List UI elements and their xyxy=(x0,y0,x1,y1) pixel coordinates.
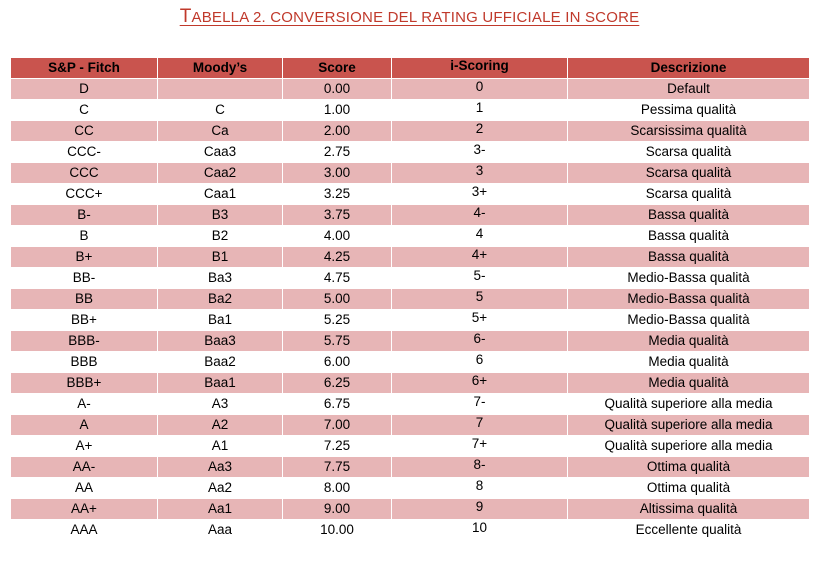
descrizione-cell: Media qualità xyxy=(568,373,810,394)
descrizione-cell: Medio-Bassa qualità xyxy=(568,268,810,289)
sp-fitch-cell: BBB xyxy=(11,352,158,373)
i-scoring-cell: 8 xyxy=(392,478,568,499)
descrizione-cell: Bassa qualità xyxy=(568,247,810,268)
sp-fitch-cell: CCC+ xyxy=(11,184,158,205)
i-scoring-cell: 4+ xyxy=(392,247,568,268)
sp-fitch-cell: A- xyxy=(11,394,158,415)
descrizione-cell: Default xyxy=(568,79,810,100)
table-row xyxy=(11,310,810,331)
descrizione-cell: Scarsa qualità xyxy=(568,142,810,163)
descrizione-cell: Scarsa qualità xyxy=(568,184,810,205)
sp-fitch-cell: B+ xyxy=(11,247,158,268)
i-scoring-cell: 7+ xyxy=(392,436,568,457)
i-scoring-cell: 7 xyxy=(392,415,568,436)
moodys-cell: Baa3 xyxy=(158,331,283,352)
descrizione-cell: Ottima qualità xyxy=(568,457,810,478)
moodys-cell: C xyxy=(158,100,283,121)
score-cell: 5.25 xyxy=(283,310,392,331)
table-row xyxy=(11,352,810,373)
sp-fitch-cell: A+ xyxy=(11,436,158,457)
moodys-cell: B1 xyxy=(158,247,283,268)
header-sp-fitch: S&P - Fitch xyxy=(11,58,158,79)
table-row xyxy=(11,415,810,436)
table-row xyxy=(11,331,810,352)
i-scoring-cell: 9 xyxy=(392,499,568,520)
i-scoring-cell: 2 xyxy=(392,121,568,142)
sp-fitch-cell: D xyxy=(11,79,158,100)
descrizione-cell: Media qualità xyxy=(568,331,810,352)
descrizione-cell: Ottima qualità xyxy=(568,478,810,499)
table-row xyxy=(11,268,810,289)
descrizione-cell: Bassa qualità xyxy=(568,205,810,226)
table-body xyxy=(11,79,810,541)
sp-fitch-cell: BBB- xyxy=(11,331,158,352)
moodys-cell: A3 xyxy=(158,394,283,415)
score-cell: 4.75 xyxy=(283,268,392,289)
moodys-cell: Caa3 xyxy=(158,142,283,163)
table-row xyxy=(11,121,810,142)
score-cell: 8.00 xyxy=(283,478,392,499)
table-row xyxy=(11,142,810,163)
descrizione-cell: Media qualità xyxy=(568,352,810,373)
score-cell: 5.00 xyxy=(283,289,392,310)
table-row xyxy=(11,79,810,100)
i-scoring-cell: 1 xyxy=(392,100,568,121)
descrizione-cell: Eccellente qualità xyxy=(568,520,810,541)
score-cell: 3.25 xyxy=(283,184,392,205)
moodys-cell xyxy=(158,79,283,100)
i-scoring-cell: 6 xyxy=(392,352,568,373)
sp-fitch-cell: AA- xyxy=(11,457,158,478)
table-row xyxy=(11,478,810,499)
descrizione-cell: Pessima qualità xyxy=(568,100,810,121)
score-cell: 7.25 xyxy=(283,436,392,457)
moodys-cell: Ca xyxy=(158,121,283,142)
score-cell: 5.75 xyxy=(283,331,392,352)
i-scoring-cell: 7- xyxy=(392,394,568,415)
score-cell: 1.00 xyxy=(283,100,392,121)
descrizione-cell: Altissima qualità xyxy=(568,499,810,520)
sp-fitch-cell: CCC xyxy=(11,163,158,184)
i-scoring-cell: 8- xyxy=(392,457,568,478)
moodys-cell: Aa2 xyxy=(158,478,283,499)
score-cell: 7.00 xyxy=(283,415,392,436)
i-scoring-cell: 5- xyxy=(392,268,568,289)
table-row xyxy=(11,289,810,310)
moodys-cell: A1 xyxy=(158,436,283,457)
sp-fitch-cell: BB xyxy=(11,289,158,310)
sp-fitch-cell: B xyxy=(11,226,158,247)
score-cell: 10.00 xyxy=(283,520,392,541)
score-cell: 3.75 xyxy=(283,205,392,226)
descrizione-cell: Qualità superiore alla media xyxy=(568,436,810,457)
table-row xyxy=(11,520,810,541)
sp-fitch-cell: BB- xyxy=(11,268,158,289)
moodys-cell: B3 xyxy=(158,205,283,226)
table-row xyxy=(11,457,810,478)
moodys-cell: Ba1 xyxy=(158,310,283,331)
table-title-rest: ABELLA 2. CONVERSIONE DEL RATING UFFICIALE IN SCORE xyxy=(191,9,640,26)
i-scoring-cell: 6+ xyxy=(392,373,568,394)
score-cell: 2.00 xyxy=(283,121,392,142)
moodys-cell: Baa1 xyxy=(158,373,283,394)
table-row xyxy=(11,394,810,415)
score-cell: 3.00 xyxy=(283,163,392,184)
table-row xyxy=(11,247,810,268)
moodys-cell: Aa3 xyxy=(158,457,283,478)
sp-fitch-cell: CC xyxy=(11,121,158,142)
moodys-cell: Caa2 xyxy=(158,163,283,184)
score-cell: 4.25 xyxy=(283,247,392,268)
table-row xyxy=(11,436,810,457)
rating-conversion-table xyxy=(10,57,810,541)
sp-fitch-cell: AA+ xyxy=(11,499,158,520)
descrizione-cell: Medio-Bassa qualità xyxy=(568,289,810,310)
i-scoring-cell: 0 xyxy=(392,79,568,100)
score-cell: 2.75 xyxy=(283,142,392,163)
moodys-cell: Caa1 xyxy=(158,184,283,205)
table-row xyxy=(11,226,810,247)
i-scoring-cell: 4 xyxy=(392,226,568,247)
moodys-cell: Ba3 xyxy=(158,268,283,289)
moodys-cell: Aa1 xyxy=(158,499,283,520)
descrizione-cell: Medio-Bassa qualità xyxy=(568,310,810,331)
table-row xyxy=(11,205,810,226)
table-title-first-letter: T xyxy=(179,6,192,27)
score-cell: 6.75 xyxy=(283,394,392,415)
table-title xyxy=(0,6,819,28)
table-row xyxy=(11,499,810,520)
descrizione-cell: Qualità superiore alla media xyxy=(568,415,810,436)
i-scoring-cell: 5 xyxy=(392,289,568,310)
i-scoring-cell: 4- xyxy=(392,205,568,226)
table-row xyxy=(11,184,810,205)
i-scoring-cell: 3 xyxy=(392,163,568,184)
score-cell: 9.00 xyxy=(283,499,392,520)
sp-fitch-cell: CCC- xyxy=(11,142,158,163)
table-row xyxy=(11,373,810,394)
moodys-cell: Baa2 xyxy=(158,352,283,373)
table-row xyxy=(11,163,810,184)
descrizione-cell: Qualità superiore alla media xyxy=(568,394,810,415)
moodys-cell: Aaa xyxy=(158,520,283,541)
moodys-cell: B2 xyxy=(158,226,283,247)
i-scoring-cell: 6- xyxy=(392,331,568,352)
i-scoring-cell: 10 xyxy=(392,520,568,541)
moodys-cell: A2 xyxy=(158,415,283,436)
sp-fitch-cell: BB+ xyxy=(11,310,158,331)
table-row xyxy=(11,100,810,121)
score-cell: 7.75 xyxy=(283,457,392,478)
sp-fitch-cell: B- xyxy=(11,205,158,226)
score-cell: 6.00 xyxy=(283,352,392,373)
i-scoring-cell: 3+ xyxy=(392,184,568,205)
sp-fitch-cell: BBB+ xyxy=(11,373,158,394)
descrizione-cell: Bassa qualità xyxy=(568,226,810,247)
moodys-cell: Ba2 xyxy=(158,289,283,310)
descrizione-cell: Scarsa qualità xyxy=(568,163,810,184)
score-cell: 0.00 xyxy=(283,79,392,100)
score-cell: 4.00 xyxy=(283,226,392,247)
header-i-scoring: i-Scoring xyxy=(392,58,568,79)
header-descrizione: Descrizione xyxy=(568,58,810,79)
header-moodys: Moody’s xyxy=(158,58,283,79)
score-cell: 6.25 xyxy=(283,373,392,394)
descrizione-cell: Scarsissima qualità xyxy=(568,121,810,142)
i-scoring-cell: 5+ xyxy=(392,310,568,331)
header-score: Score xyxy=(283,58,392,79)
sp-fitch-cell: AA xyxy=(11,478,158,499)
sp-fitch-cell: AAA xyxy=(11,520,158,541)
sp-fitch-cell: A xyxy=(11,415,158,436)
i-scoring-cell: 3- xyxy=(392,142,568,163)
table-header-row xyxy=(11,58,810,79)
sp-fitch-cell: C xyxy=(11,100,158,121)
